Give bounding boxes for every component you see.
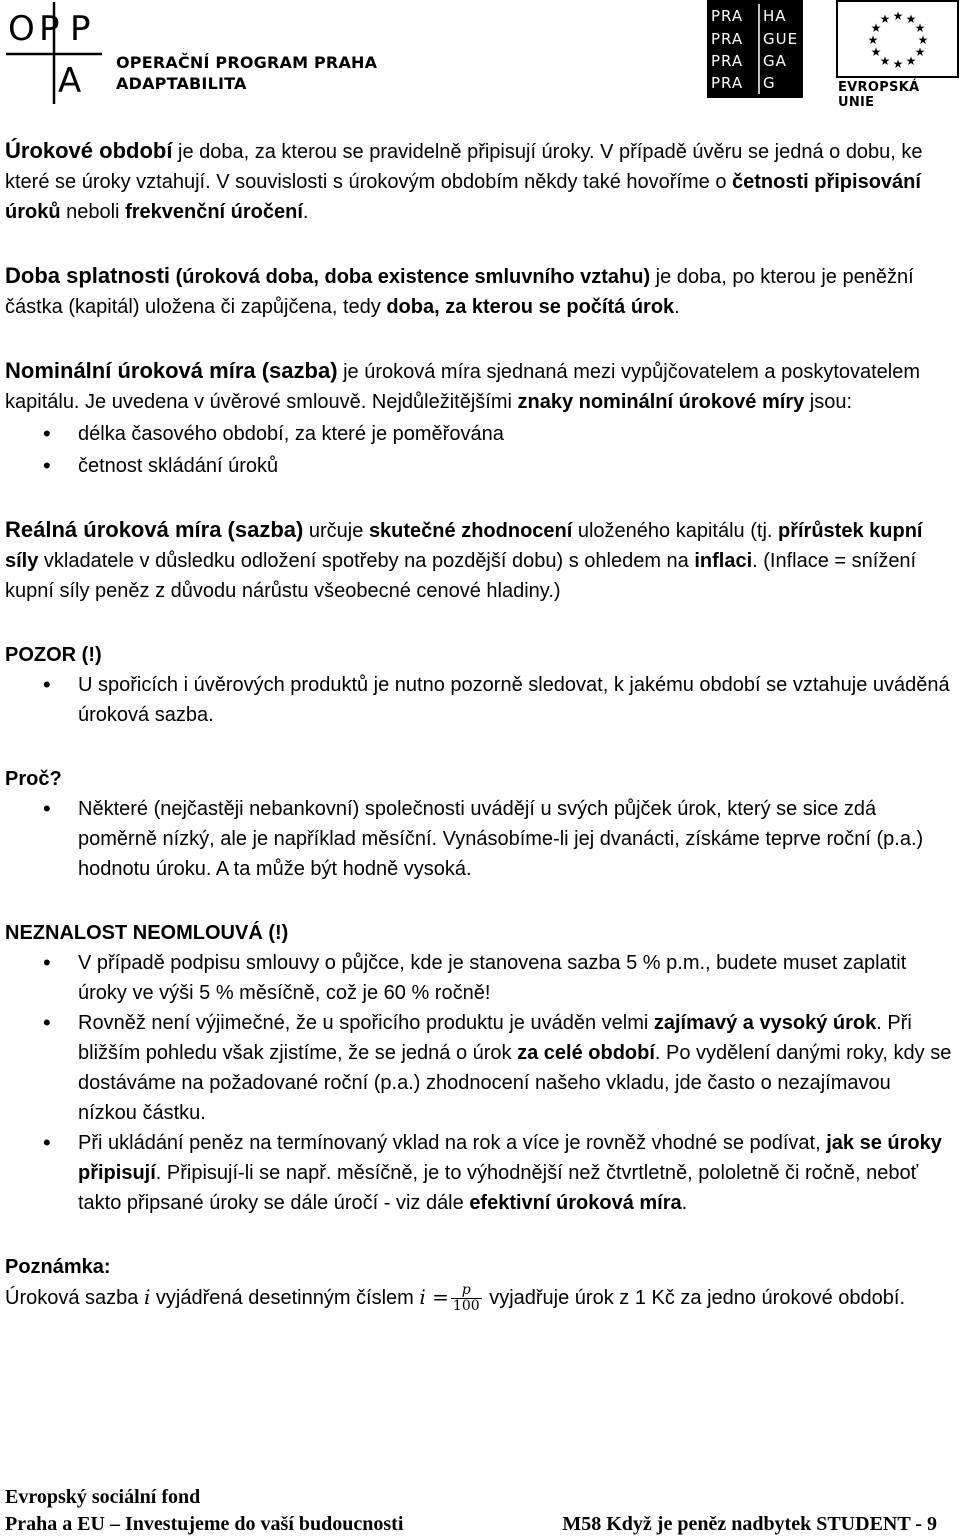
page-header <box>0 0 960 110</box>
footer-fund: Evropský sociální fond <box>5 1486 201 1508</box>
list-item: • V případě podpisu smlouvy o půjčce, kde je stanovena sazba 5 % p.m., budete muset zaplatit úroky ve výši 5 % měsíčně, což je 60 % ročně! <box>5 948 955 1008</box>
svg-text:★: ★ <box>905 54 917 68</box>
pozor-bullet-list <box>5 670 955 730</box>
paragraph-urokove-obdobi <box>5 136 955 227</box>
bold-span: skutečné zhodnocení <box>368 520 573 542</box>
eu-caption: EVROPSKÁ UNIE <box>838 80 920 110</box>
svg-text:★: ★ <box>867 33 879 47</box>
bold-span: jak se úroky připisují <box>78 1132 942 1184</box>
list-item: • U spořicích i úvěrových produktů je nutno pozorně sledovat, k jakému období se vztahuje uváděná úroková sazba. <box>5 670 955 730</box>
text-span: je úroková míra sjednaná mezi vypůjčovatelem a poskytovatelem kapitálu. Je uvedena v úvěrové smlouvě. Nejdůležitějšími <box>5 361 921 413</box>
text-span: Při ukládání peněz na termínovaný vklad na rok a více je rovněž vhodné se podívat, <box>78 1132 827 1154</box>
section-neznalost <box>5 918 955 1218</box>
equation-lhs: i = <box>419 1285 449 1309</box>
praha-row2-right: GUE <box>763 30 799 48</box>
text-span: . <box>302 201 309 223</box>
proc-bullet-list <box>5 794 955 884</box>
svg-text:★: ★ <box>879 54 891 68</box>
svg-text:★: ★ <box>905 12 917 26</box>
footer-page-label: M58 Když je peněz nadbytek STUDENT - 9 <box>562 1513 937 1535</box>
text-span: je doba, za kterou se pravidelně připisují úroky. V případě úvěru se jedná o dobu, ke které se úroky vztahují. V souvislosti s úrokovým obdobím někdy také hovoříme o <box>5 141 923 193</box>
term-doba-splatnosti: Doba splatnosti <box>5 263 171 288</box>
text-span: . <box>674 296 680 318</box>
text-span: uloženého kapitálu (tj. <box>572 520 778 542</box>
text-span: Rovněž není výjimečné, že u spořicího produktu je uváděn velmi <box>78 1012 654 1034</box>
svg-text:★: ★ <box>870 21 882 35</box>
praha-row3-left: PRA <box>711 52 744 70</box>
text-span: vyjadřuje úrok z 1 Kč za jedno úrokové období. <box>483 1287 905 1309</box>
praha-row4-right: G <box>763 74 776 92</box>
praha-logo <box>707 0 803 98</box>
svg-text:★: ★ <box>917 33 929 47</box>
paragraph-realna <box>5 515 955 606</box>
opp-letter-a: A <box>58 61 82 101</box>
praha-row1-left: PRA <box>711 7 744 25</box>
opp-program-name <box>116 52 377 94</box>
svg-text:★: ★ <box>914 45 926 59</box>
text-span: vkladatele v důsledku odložení spotřeby na pozdější dobu) s ohledem na <box>38 550 695 572</box>
footer-slogan: Praha a EU – Investujeme do vaší budoucnosti <box>5 1513 404 1535</box>
fraction-denominator: 100 <box>452 1298 480 1315</box>
text-span: určuje <box>303 520 369 542</box>
svg-text:★: ★ <box>914 21 926 35</box>
page-footer <box>5 1484 955 1538</box>
text-span: jsou: <box>804 391 853 413</box>
fraction-numerator: p <box>451 1283 482 1299</box>
label-pozor: POZOR (!) <box>5 644 102 666</box>
section-nominalni <box>5 356 955 481</box>
label-neznalost: NEZNALOST NEOMLOUVÁ (!) <box>5 922 289 944</box>
term-realna: Reálná úroková míra (sazba) <box>5 517 304 542</box>
opp-line2: ADAPTABILITA <box>116 74 247 93</box>
opp-line1: OPERAČNÍ PROGRAM PRAHA <box>116 53 378 72</box>
label-proc: Proč? <box>5 768 62 790</box>
term-urokove-obdobi: Úrokové období <box>5 138 173 163</box>
bold-span: doba, za kterou se počítá úrok <box>386 296 675 318</box>
text-span: je doba, po kterou je peněžní částka (kapitál) uložena či zapůjčena, tedy <box>5 266 914 318</box>
bold-span: frekvenční úročení <box>125 201 303 223</box>
opp-letter-o: O <box>8 9 35 49</box>
neznalost-bullet-list <box>5 948 955 1218</box>
document-body <box>5 136 955 1314</box>
opp-letter-p2: P <box>70 9 91 49</box>
bold-span: četnosti připisování úroků <box>5 171 921 223</box>
opp-letter-p1: P <box>39 9 60 49</box>
list-item <box>5 1008 955 1128</box>
label-poznamka: Poznámka: <box>5 1256 111 1278</box>
text-span: . <box>681 1192 688 1214</box>
paragraph-doba-splatnosti <box>5 261 955 322</box>
text-span: . Připisují-li se např. měsíčně, je to výhodnější než čtvrtletně, pololetně či ročně, neboť takto připsané úroky se dále úročí - viz dále <box>78 1162 919 1214</box>
text-span: vyjádřená desetinným číslem <box>150 1287 420 1309</box>
nominalni-bullet-list <box>5 419 955 481</box>
bold-span: znaky nominální úrokové míry <box>517 391 805 413</box>
section-poznamka <box>5 1252 955 1314</box>
text-span: . (Inflace = snížení kupní síly peněz z důvodu nárůstu všeobecné cenové hladiny.) <box>5 550 917 602</box>
list-item: • četnost skládání úroků <box>5 451 955 481</box>
bold-span: efektivní úroková míra <box>469 1192 682 1214</box>
text-span: Úroková sazba <box>5 1287 144 1309</box>
section-pozor <box>5 640 955 730</box>
svg-text:★: ★ <box>870 45 882 59</box>
section-proc <box>5 764 955 884</box>
svg-text:★: ★ <box>892 57 904 71</box>
bold-span: inflaci <box>694 550 753 572</box>
bold-span: za celé období <box>517 1042 655 1064</box>
bold-span: přírůstek kupní síly <box>5 520 923 572</box>
svg-text:★: ★ <box>892 9 904 23</box>
text-span: . Po vydělení danými roky, kdy se dostáváme na požadované roční (p.a.) zhodnocení našeho vkladu, jde často o nezajímavou nízkou částku. <box>78 1042 952 1124</box>
bold-span: zajímavý a vysoký úrok <box>653 1012 877 1034</box>
text-span: . Při bližším pohledu však zjistíme, že se jedná o úrok <box>78 1012 912 1064</box>
math-variable-i: i <box>143 1285 151 1309</box>
paragraph-poznamka <box>5 1282 955 1314</box>
bold-span: (úroková doba, doba existence smluvního vztahu) <box>170 266 651 288</box>
text-span: neboli <box>60 201 126 223</box>
fraction-p-over-100 <box>451 1283 482 1314</box>
paragraph-nominalni <box>5 356 955 417</box>
praha-row3-right: GA <box>763 52 787 70</box>
list-item: • délka časového období, za které je poměřována <box>5 419 955 449</box>
list-item: • Některé (nejčastěji nebankovní) společnosti uvádějí u svých půjček úrok, který se sice zdá poměrně nízký, ale je například měsíční. Vynásobíme-li jej dvanácti, získáme teprve roční (p.a.) hodnotu úroku. A ta může být hodně vysoká. <box>5 794 955 884</box>
praha-row2-left: PRA <box>711 30 744 48</box>
praha-row1-right: HA <box>763 7 787 25</box>
list-item <box>5 1128 955 1218</box>
praha-row4-left: PRA <box>711 74 744 92</box>
svg-text:★: ★ <box>879 12 891 26</box>
term-nominalni: Nominální úroková míra (sazba) <box>5 358 338 383</box>
opp-logo <box>6 2 102 104</box>
